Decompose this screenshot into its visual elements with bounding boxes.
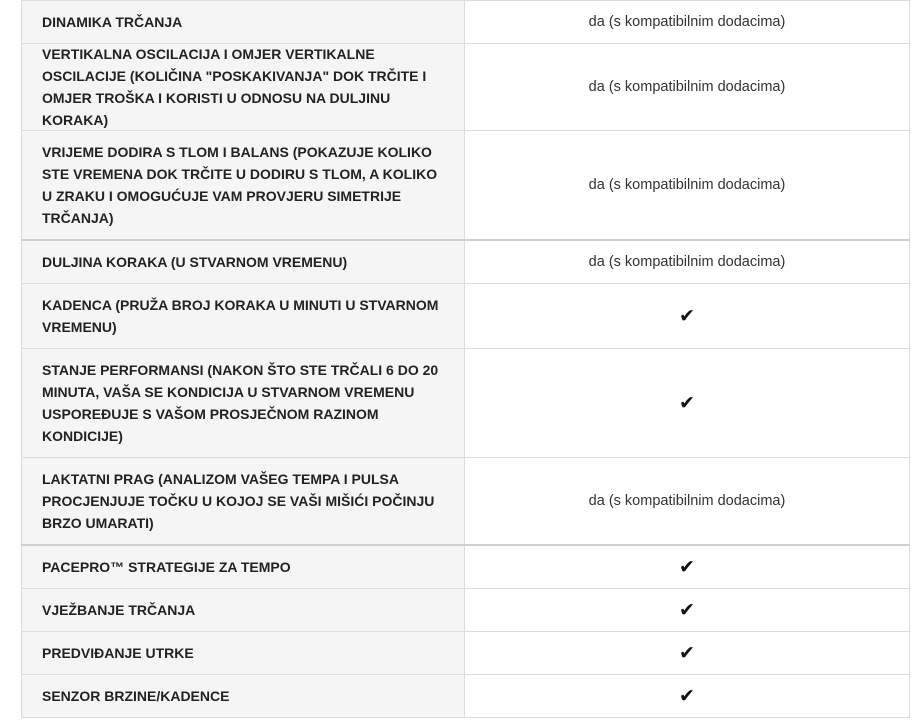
feature-label: DINAMIKA TRČANJA (21, 1, 465, 43)
feature-value (465, 632, 910, 674)
checkmark-icon: ✔ (679, 641, 695, 664)
checkmark-icon: ✔ (679, 304, 695, 327)
feature-value: da (s kompatibilnim dodacima) (465, 241, 910, 283)
feature-value (465, 349, 910, 457)
table-row (21, 675, 910, 718)
feature-label: LAKTATNI PRAG (ANALIZOM VAŠEG TEMPA I PULSA PROCJENJUJE TOČKU U KOJOJ SE VAŠI MIŠIĆI POČINJU BRZO UMARATI) (21, 458, 465, 544)
feature-label: PREDVIĐANJE UTRKE (21, 632, 465, 674)
table-row (21, 44, 910, 131)
table-row (21, 131, 910, 241)
table-row (21, 284, 910, 349)
table-row (21, 589, 910, 632)
feature-label: PACEPRO™ STRATEGIJE ZA TEMPO (21, 546, 465, 588)
feature-value: da (s kompatibilnim dodacima) (465, 458, 910, 544)
feature-value (465, 589, 910, 631)
checkmark-icon: ✔ (679, 684, 695, 707)
checkmark-icon: ✔ (679, 555, 695, 578)
table-row (21, 632, 910, 675)
feature-label: KADENCA (PRUŽA BROJ KORAKA U MINUTI U STVARNOM VREMENU) (21, 284, 465, 348)
feature-value: da (s kompatibilnim dodacima) (465, 131, 910, 239)
feature-label: VJEŽBANJE TRČANJA (21, 589, 465, 631)
feature-value (465, 284, 910, 348)
feature-comparison-table (21, 0, 910, 718)
feature-value (465, 675, 910, 717)
feature-label: DULJINA KORAKA (U STVARNOM VREMENU) (21, 241, 465, 283)
feature-value: da (s kompatibilnim dodacima) (465, 1, 910, 43)
checkmark-icon: ✔ (679, 598, 695, 621)
feature-label: VRIJEME DODIRA S TLOM I BALANS (POKAZUJE KOLIKO STE VREMENA DOK TRČITE U DODIRU S TLOM, A KOLIKO U ZRAKU I OMOGUĆUJE VAM PROVJERU SIMETRIJE TRČANJA) (21, 131, 465, 239)
table-row (21, 241, 910, 284)
feature-label: VERTIKALNA OSCILACIJA I OMJER VERTIKALNE OSCILACIJE (KOLIČINA "POSKAKIVANJA" DOK TRČITE I OMJER TROŠKA I KORISTI U ODNOSU NA DULJINU KORAKA) (21, 44, 465, 130)
table-row (21, 349, 910, 458)
table-row (21, 458, 910, 546)
feature-value (465, 546, 910, 588)
feature-value: da (s kompatibilnim dodacima) (465, 44, 910, 130)
feature-label: SENZOR BRZINE/KADENCE (21, 675, 465, 717)
feature-label: STANJE PERFORMANSI (NAKON ŠTO STE TRČALI 6 DO 20 MINUTA, VAŠA SE KONDICIJA U STVARNOM VREMENU USPOREĐUJE S VAŠOM PROSJEČNOM RAZINOM KONDICIJE) (21, 349, 465, 457)
table-row (21, 546, 910, 589)
table-row (21, 1, 910, 44)
checkmark-icon: ✔ (679, 391, 695, 414)
